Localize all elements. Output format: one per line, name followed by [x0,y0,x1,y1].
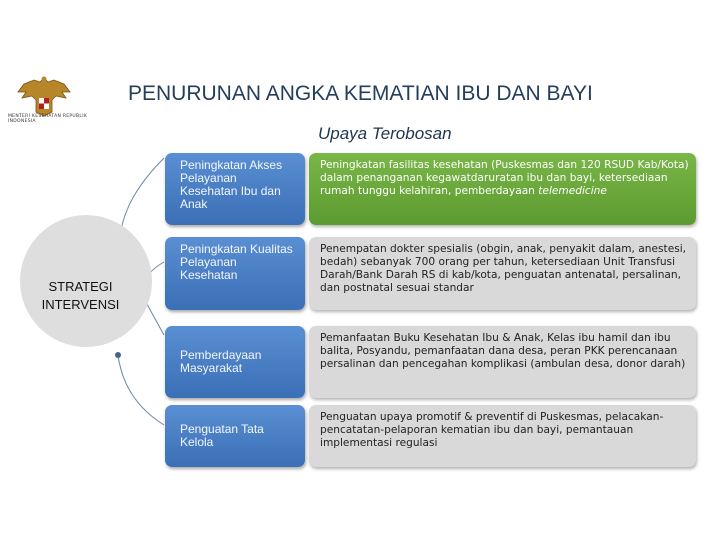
row-3-description [309,326,696,398]
row-4-category [165,405,305,467]
page-title: PENURUNAN ANGKA KEMATIAN IBU DAN BAYI [128,82,593,105]
row-1-description [309,153,696,225]
row-1-category [165,153,305,225]
row-1-description-emphasis: telemedicine [538,185,607,197]
row-3-category-label: Pemberdayaan Masyarakat [180,348,262,375]
row-3-category [165,326,305,398]
row-4-description-text: Penguatan upaya promotif & preventif di Puskesmas, pelacakan-pencatatan-pelaporan kematian ibu dan bayi, pemantauan implementasi regulasi [320,411,664,449]
page-subtitle: Upaya Terobosan [318,124,452,143]
row-3-description-text: Pemanfaatan Buku Kesehatan Ibu & Anak, Kelas ibu hamil dan ibu balita, Posyandu, pemanfaatan dana desa, peran PKK perencanaan persalinan dan pencegahan komplikasi (ambulan desa, donor darah) [320,332,686,370]
row-1-description-text: Peningkatan fasilitas kesehatan (Puskesmas dan 120 RSUD Kab/Kota) dalam penanganan kegawatdaruratan ibu dan bayi, ketersediaan rumah tunggu kelahiran, pemberdayaan [320,159,689,197]
logo-caption: MENTERI KESEHATAN REPUBLIK INDONESIA [8,114,88,124]
row-2-category [165,237,305,310]
row-1-category-label: Peningkatan Akses Pelayanan Kesehatan Ibu dan Anak [180,158,283,211]
strategy-label: STRATEGI INTERVENSI [41,279,120,312]
row-2-category-label: Peningkatan Kualitas Pelayanan Kesehatan [180,242,293,282]
row-4-category-label: Penguatan Tata Kelola [180,422,264,449]
row-4-description [309,405,696,467]
row-2-description-text: Penempatan dokter spesialis (obgin, anak, penyakit dalam, anestesi, bedah) sebanyak 700 orang per tahun, ketersediaan Unit Transfusi Darah/Bank Darah RS di kab/kota, penguatan antenatal, persalinan, dan postnatal sesuai standar [320,243,687,294]
row-2-description [309,237,696,310]
